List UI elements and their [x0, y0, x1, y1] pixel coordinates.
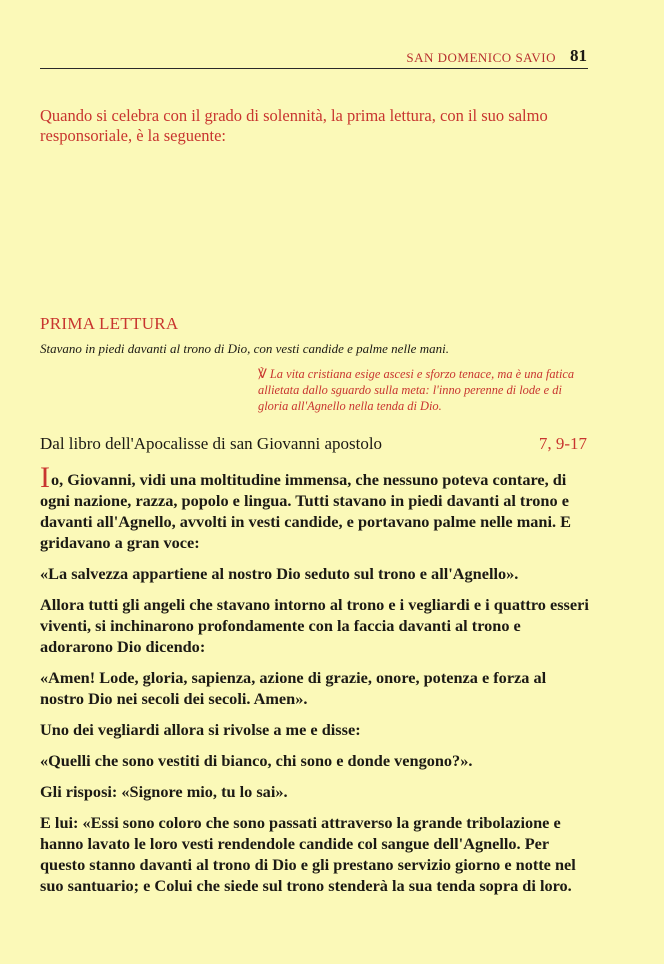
- paragraph: «La salvezza appartiene al nostro Dio seduto sul trono e all'Agnello».: [40, 564, 519, 583]
- reading-body: [40, 461, 592, 906]
- paragraph: Gli risposi: «Signore mio, tu lo sai».: [40, 782, 288, 801]
- paragraph: [40, 461, 592, 553]
- reading-source: [40, 434, 588, 454]
- commentary-text: La vita cristiana esige ascesi e sforzo tenace, ma è una fatica allietata dallo sguardo sulla meta: l'inno perenne di lode e di gloria all'Agnello nella tenda di Dio.: [258, 367, 575, 413]
- paragraph: «Amen! Lode, gloria, sapienza, azione di grazie, onore, potenza e forza al nostro Dio nei secoli dei secoli. Amen».: [40, 668, 547, 708]
- rubric-intro: Quando si celebra con il grado di solennità, la prima lettura, con il suo salmo responsoriale, è la seguente:: [40, 106, 548, 145]
- paragraph-text: o, Giovanni, vidi una moltitudine immensa, che nessuno poteva contare, di ogni nazione, razza, popolo e lingua. Tutti stavano in piedi davanti al trono e davanti all'Agnello, avvolti in vesti candide, e portavano palme nelle mani. E gridavano a gran voce:: [40, 470, 571, 552]
- drop-initial: I: [40, 461, 50, 494]
- paragraph: Uno dei vegliardi allora si rivolse a me e disse:: [40, 720, 361, 739]
- source-title: Dal libro dell'Apocalisse di san Giovanni apostolo: [40, 434, 383, 453]
- reading-subtitle: Stavano in piedi davanti al trono di Dio, con vesti candide e palme nelle mani.: [40, 341, 449, 356]
- commentary-note: [258, 366, 592, 414]
- paragraph: Allora tutti gli angeli che stavano intorno al trono e i vegliardi e i quattro esseri viventi, si inchinarono profondamente con la faccia davanti al trono e adorarono Dio dicendo:: [40, 595, 589, 656]
- page-number: 81: [570, 46, 587, 65]
- page-header: [40, 46, 588, 69]
- scripture-reference: 7, 9-17: [538, 434, 587, 453]
- paragraph: E lui: «Essi sono coloro che sono passati attraverso la grande tribolazione e hanno lavato le loro vesti rendendole candide col sangue dell'Agnello. Per questo stanno davanti al trono di Dio e gli prestano servizio giorno e notte nel suo santuario; e Colui che siede sul trono stenderà la sua tenda sopra di loro.: [40, 813, 576, 895]
- running-title: SAN DOMENICO SAVIO: [406, 50, 556, 65]
- versicle-icon: ℣: [258, 366, 267, 381]
- section-heading: PRIMA LETTURA: [40, 314, 179, 333]
- paragraph: «Quelli che sono vestiti di bianco, chi sono e donde vengono?».: [40, 751, 473, 770]
